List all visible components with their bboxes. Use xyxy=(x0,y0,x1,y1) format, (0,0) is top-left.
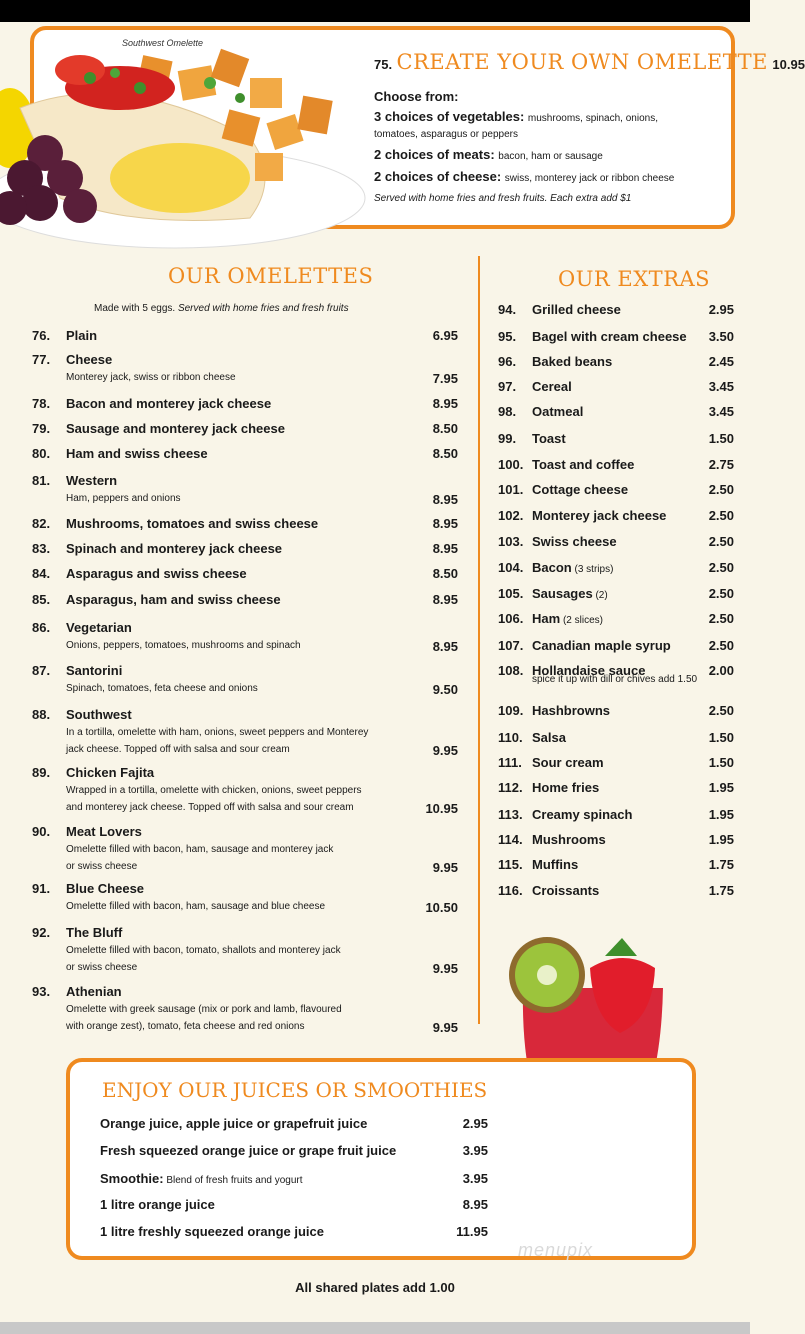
item-name: Ham and swiss cheese xyxy=(66,446,208,461)
status-bar xyxy=(0,0,750,22)
item-description: or swiss cheese xyxy=(66,962,138,973)
bottom-bar xyxy=(0,1322,750,1334)
juice-name: Fresh squeezed orange juice or grape fruit juice xyxy=(100,1143,397,1158)
item-name: Muffins xyxy=(532,857,579,872)
item-number: 94. xyxy=(498,302,517,317)
item-number: 113. xyxy=(498,807,523,822)
item-price: 2.50 xyxy=(708,703,734,718)
item-description: Monterey jack, swiss or ribbon cheese xyxy=(66,372,236,383)
item-name: Grilled cheese xyxy=(532,302,621,317)
item-name: Home fries xyxy=(532,780,600,795)
juice-price: 11.95 xyxy=(456,1224,488,1239)
item-number: 99. xyxy=(498,431,517,446)
item-price: 9.95 xyxy=(432,961,458,976)
item-number: 116. xyxy=(498,883,523,898)
item-number: 81. xyxy=(32,473,51,488)
item-description: and monterey jack cheese. Topped off with salsa and sour cream xyxy=(66,802,354,813)
item-name: Toast xyxy=(532,431,566,446)
item-name: The Bluff xyxy=(66,925,123,940)
item-name: Monterey jack cheese xyxy=(532,508,667,523)
item-number: 90. xyxy=(32,824,51,839)
item-name: Southwest xyxy=(66,707,132,722)
item-number: 97. xyxy=(498,379,517,394)
item-name: Blue Cheese xyxy=(66,881,145,896)
meat-option: 2 choices of meats: bacon, ham or sausage xyxy=(374,147,603,162)
item-price: 9.95 xyxy=(432,743,458,758)
item-number: 109. xyxy=(498,703,524,718)
item-price: 2.00 xyxy=(708,663,734,678)
create-omelette-heading xyxy=(374,50,805,74)
item-price: 9.95 xyxy=(432,1020,458,1035)
item-price: 2.50 xyxy=(708,586,734,601)
item-description: spice it up with dill or chives add 1.50 xyxy=(532,674,698,685)
item-name: Cottage cheese xyxy=(532,482,629,497)
item-name: Cheese xyxy=(66,352,113,367)
watermark: menupix xyxy=(518,1240,594,1260)
item-name: Santorini xyxy=(66,663,123,678)
item-price: 8.95 xyxy=(432,492,458,507)
item-price: 8.95 xyxy=(432,516,458,531)
item-price: 8.95 xyxy=(432,541,458,556)
column-divider xyxy=(478,256,480,1024)
item-description: In a tortilla, omelette with ham, onions, sweet peppers and Monterey xyxy=(66,727,369,738)
item-price: 8.95 xyxy=(432,592,458,607)
item-number: 107. xyxy=(498,638,524,653)
item-description: Ham, peppers and onions xyxy=(66,493,181,504)
item-description: Omelette filled with bacon, ham, sausage and monterey jack xyxy=(66,844,334,855)
juice-price: 2.95 xyxy=(462,1116,488,1131)
item-price: 1.50 xyxy=(708,730,734,745)
item-number: 106. xyxy=(498,611,524,626)
item-description: Onions, peppers, tomatoes, mushrooms and spinach xyxy=(66,640,301,651)
item-name: Ham (2 slices) xyxy=(532,611,603,626)
item-name: Bacon (3 strips) xyxy=(532,560,614,575)
item-number: 89. xyxy=(32,765,51,780)
item-price: 9.95 xyxy=(432,860,458,875)
item-price: 3.45 xyxy=(708,404,734,419)
item-price: 1.50 xyxy=(708,755,734,770)
item-name: Plain xyxy=(66,328,98,343)
omelettes-title: OUR OMELETTES xyxy=(168,264,374,288)
item-price: 2.50 xyxy=(708,638,734,653)
item-name: Chicken Fajita xyxy=(66,765,155,780)
item-number: 82. xyxy=(32,516,51,531)
juice-price: 3.95 xyxy=(462,1171,488,1186)
item-name: Canadian maple syrup xyxy=(532,638,671,653)
item-price: 6.95 xyxy=(432,328,458,343)
juice-item xyxy=(100,1116,367,1131)
juice-item xyxy=(100,1224,324,1239)
item-number: 77. xyxy=(32,352,51,367)
item-number: 115. xyxy=(498,857,523,872)
item-price: 1.50 xyxy=(708,431,734,446)
create-note: Served with home fries and fresh fruits. Each extra add $1 xyxy=(374,193,632,204)
footer-note: All shared plates add 1.00 xyxy=(295,1280,455,1295)
juice-name: Smoothie: xyxy=(100,1171,164,1186)
item-name: Hashbrowns xyxy=(532,703,611,718)
item-description: with orange zest), tomato, feta cheese and red onions xyxy=(66,1021,305,1032)
item-number: 111. xyxy=(498,755,522,770)
item-number: 86. xyxy=(32,620,51,635)
item-portion: (2) xyxy=(592,590,608,601)
item-description: Omelette with greek sausage (mix or pork and lamb, flavoured xyxy=(66,1004,342,1015)
create-omelette-options xyxy=(374,90,729,212)
item-description: or swiss cheese xyxy=(66,861,138,872)
item-name: Spinach and monterey jack cheese xyxy=(66,541,283,556)
juice-name: 1 litre orange juice xyxy=(100,1197,215,1212)
item-price: 10.95 xyxy=(772,57,805,72)
item-price: 3.50 xyxy=(708,329,734,344)
item-number: 110. xyxy=(498,730,523,745)
veg-option: 3 choices of vegetables: mushrooms, spinach, onions, tomatoes, asparagus or peppers xyxy=(374,109,658,140)
item-number: 101. xyxy=(498,482,524,497)
item-number: 91. xyxy=(32,881,51,896)
item-name: Croissants xyxy=(532,883,600,898)
juice-price: 3.95 xyxy=(462,1143,488,1158)
item-number: 93. xyxy=(32,984,51,999)
item-number: 95. xyxy=(498,329,517,344)
item-number: 75. xyxy=(374,57,393,72)
item-price: 2.45 xyxy=(708,354,734,369)
item-portion: (3 strips) xyxy=(571,564,614,575)
item-name: Salsa xyxy=(532,730,566,745)
photo-caption: Southwest Omelette xyxy=(122,38,204,48)
item-number: 78. xyxy=(32,396,51,411)
item-price: 2.50 xyxy=(708,611,734,626)
item-name: Sausage and monterey jack cheese xyxy=(66,421,285,436)
juice-price: 8.95 xyxy=(462,1197,488,1212)
choose-label: Choose from: xyxy=(374,89,459,104)
extras-title: OUR EXTRAS xyxy=(558,267,711,291)
item-name: Sausages (2) xyxy=(532,586,608,601)
item-price: 9.50 xyxy=(432,682,458,697)
item-price: 2.95 xyxy=(708,302,734,317)
item-price: 8.95 xyxy=(432,639,458,654)
item-description: jack cheese. Topped off with salsa and sour cream xyxy=(66,744,290,755)
item-number: 80. xyxy=(32,446,51,461)
item-number: 98. xyxy=(498,404,517,419)
create-omelette-title: CREATE YOUR OWN OMELETTE xyxy=(396,50,768,74)
juice-description: Blend of fresh fruits and yogurt xyxy=(163,1175,303,1186)
item-number: 105. xyxy=(498,586,524,601)
item-portion: (2 slices) xyxy=(560,615,603,626)
item-price: 8.95 xyxy=(432,396,458,411)
item-number: 112. xyxy=(498,780,523,795)
item-price: 2.50 xyxy=(708,508,734,523)
item-number: 84. xyxy=(32,566,51,581)
cheese-option: 2 choices of cheese: swiss, monterey jack or ribbon cheese xyxy=(374,169,675,184)
item-name: Toast and coffee xyxy=(532,457,635,472)
item-number: 87. xyxy=(32,663,51,678)
item-number: 83. xyxy=(32,541,51,556)
item-name: Mushrooms, tomatoes and swiss cheese xyxy=(66,516,319,531)
item-name: Swiss cheese xyxy=(532,534,617,549)
item-number: 100. xyxy=(498,457,524,472)
item-description: Spinach, tomatoes, feta cheese and onions xyxy=(66,683,258,694)
item-price: 3.45 xyxy=(708,379,734,394)
item-name: Bagel with cream cheese xyxy=(532,329,687,344)
item-price: 7.95 xyxy=(432,371,458,386)
juice-name: 1 litre freshly squeezed orange juice xyxy=(100,1224,324,1239)
item-name: Asparagus and swiss cheese xyxy=(66,566,247,581)
southwest-omelette-photo xyxy=(0,28,370,246)
item-number: 104. xyxy=(498,560,524,575)
item-name: Athenian xyxy=(66,984,122,999)
item-number: 96. xyxy=(498,354,517,369)
item-number: 92. xyxy=(32,925,51,940)
item-number: 102. xyxy=(498,508,524,523)
item-description: Wrapped in a tortilla, omelette with chicken, onions, sweet peppers xyxy=(66,785,362,796)
juice-item xyxy=(100,1197,215,1212)
item-price: 10.95 xyxy=(425,801,458,816)
juice-item xyxy=(100,1143,396,1158)
item-name: Asparagus, ham and swiss cheese xyxy=(66,592,281,607)
item-price: 1.75 xyxy=(708,883,734,898)
omelettes-subnote: Made with 5 eggs. Served with home fries and fresh fruits xyxy=(94,303,349,314)
item-name: Oatmeal xyxy=(532,404,584,419)
item-price: 8.50 xyxy=(432,421,458,436)
item-name: Vegetarian xyxy=(66,620,132,635)
item-name: Cereal xyxy=(532,379,572,394)
item-price: 2.50 xyxy=(708,482,734,497)
item-name: Western xyxy=(66,473,118,488)
item-name: Hollandaise sauce xyxy=(532,663,646,678)
juice-name: Orange juice, apple juice or grapefruit juice xyxy=(100,1116,368,1131)
item-price: 1.75 xyxy=(708,857,734,872)
item-name: Creamy spinach xyxy=(532,807,633,822)
item-name: Bacon and monterey jack cheese xyxy=(66,396,272,411)
item-price: 1.95 xyxy=(708,832,734,847)
item-price: 8.50 xyxy=(432,566,458,581)
item-price: 10.50 xyxy=(425,900,458,915)
item-number: 114. xyxy=(498,832,523,847)
item-price: 8.50 xyxy=(432,446,458,461)
item-price: 2.75 xyxy=(708,457,734,472)
item-price: 2.50 xyxy=(708,560,734,575)
item-number: 79. xyxy=(32,421,51,436)
item-name: Baked beans xyxy=(532,354,613,369)
item-description: Omelette filled with bacon, ham, sausage and blue cheese xyxy=(66,901,326,912)
item-name: Meat Lovers xyxy=(66,824,142,839)
item-price: 1.95 xyxy=(708,807,734,822)
item-name: Mushrooms xyxy=(532,832,606,847)
item-number: 88. xyxy=(32,707,51,722)
item-description: Omelette filled with bacon, tomato, shallots and monterey jack xyxy=(66,945,341,956)
juices-title: ENJOY OUR JUICES OR SMOOTHIES xyxy=(102,1078,488,1102)
item-price: 2.50 xyxy=(708,534,734,549)
item-number: 103. xyxy=(498,534,524,549)
item-number: 85. xyxy=(32,592,51,607)
item-name: Sour cream xyxy=(532,755,604,770)
item-price: 1.95 xyxy=(708,780,734,795)
item-number: 108. xyxy=(498,663,524,678)
item-number: 76. xyxy=(32,328,51,343)
juice-item xyxy=(100,1171,303,1186)
